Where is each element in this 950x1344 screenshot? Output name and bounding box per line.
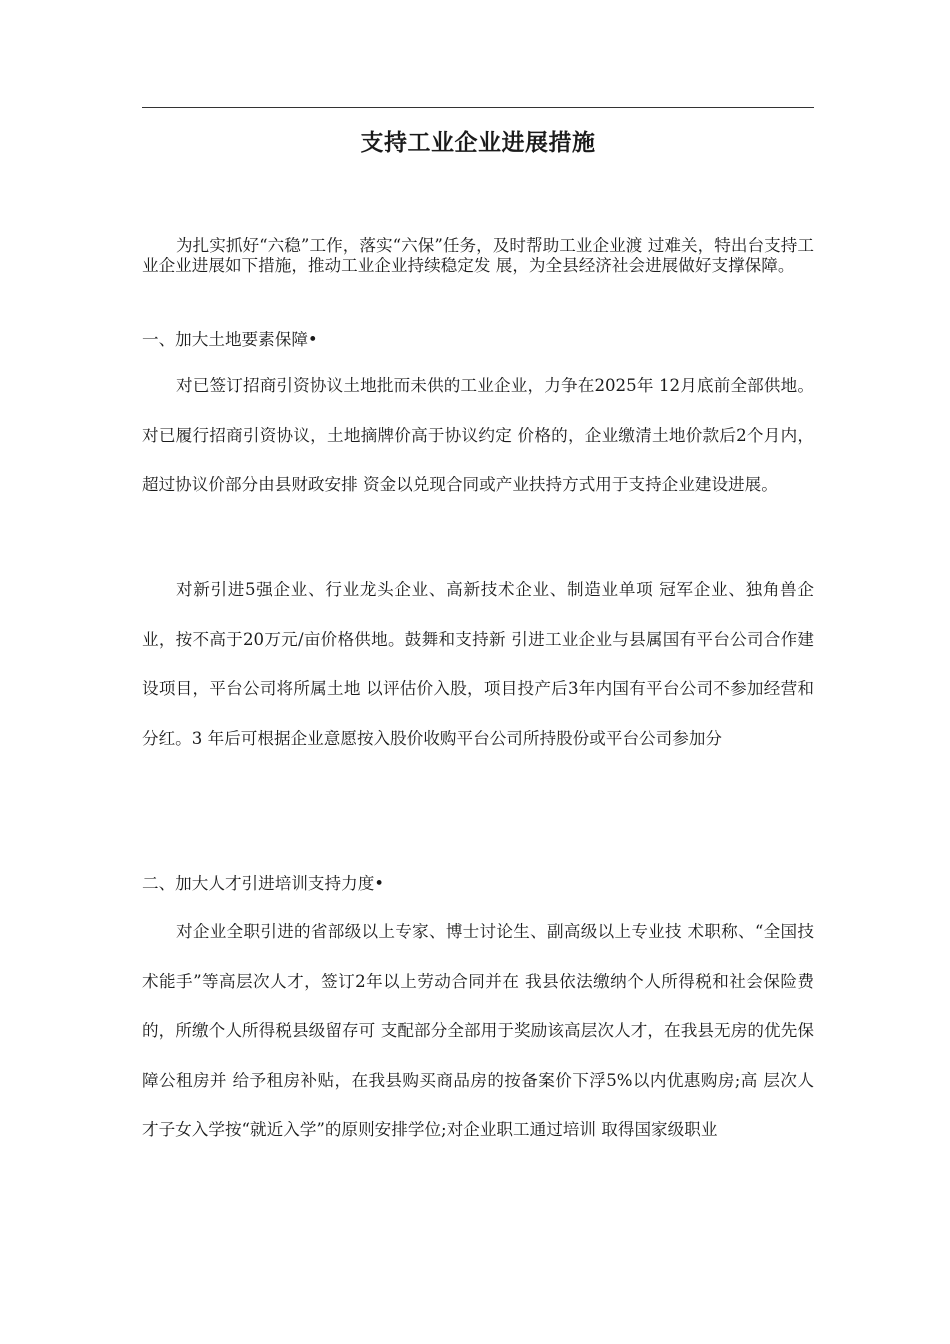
section-heading-talent: 二、加大人才引进培训支持力度• xyxy=(142,874,385,893)
body-paragraph: 对已签订招商引资协议土地批而未供的工业企业，力争在2025年 12月底前全部供地。对已履行招商引资协议，土地摘牌价高于协议约定 价格的，企业缴清土地价款后2个月内，超过协议价部分由县财政安排 资金以兑现合同或产业扶持方式用于支持企业建设进展。 xyxy=(142,376,814,495)
document-title: 支持工业企业进展措施 xyxy=(360,129,596,157)
body-paragraph: 对新引进5强企业、行业龙头企业、高新技术企业、制造业单项 冠军企业、独角兽企业，按不高于20万元/亩价格供地。鼓舞和支持新 引进工业企业与县属国有平台公司合作建设项目，平台公司将所属土地 以评估价入股，项目投产后3年内国有平台公司不参加经营和分红。3 年后可根据企业意愿按入股价收购平台公司所持股份或平台公司参加分 xyxy=(142,580,814,748)
body-paragraph: 对企业全职引进的省部级以上专家、博士讨论生、副高级以上专业技 术职称、“全国技术能手”等高层次人才，签订2年以上劳动合同并在 我县依法缴纳个人所得税和社会保险费的，所缴个人所得税县级留存可 支配部分全部用于奖励该高层次人才，在我县无房的优先保障公租房并 给予租房补贴，在我县购买商品房的按备案价下浮5%以内优惠购房;高 层次人才子女入学按“就近入学”的原则安排学位;对企业职工通过培训 取得国家级职业 xyxy=(142,922,814,1140)
intro-paragraph: 为扎实抓好“六稳”工作，落实“六保”任务，及时帮助工业企业渡 过难关，特出台支持工业企业进展如下措施，推动工业企业持续稳定发 展，为全县经济社会进展做好支撑保障。 xyxy=(142,236,814,275)
header-rule xyxy=(142,107,814,108)
section-heading-land: 一、加大土地要素保障• xyxy=(142,330,318,349)
